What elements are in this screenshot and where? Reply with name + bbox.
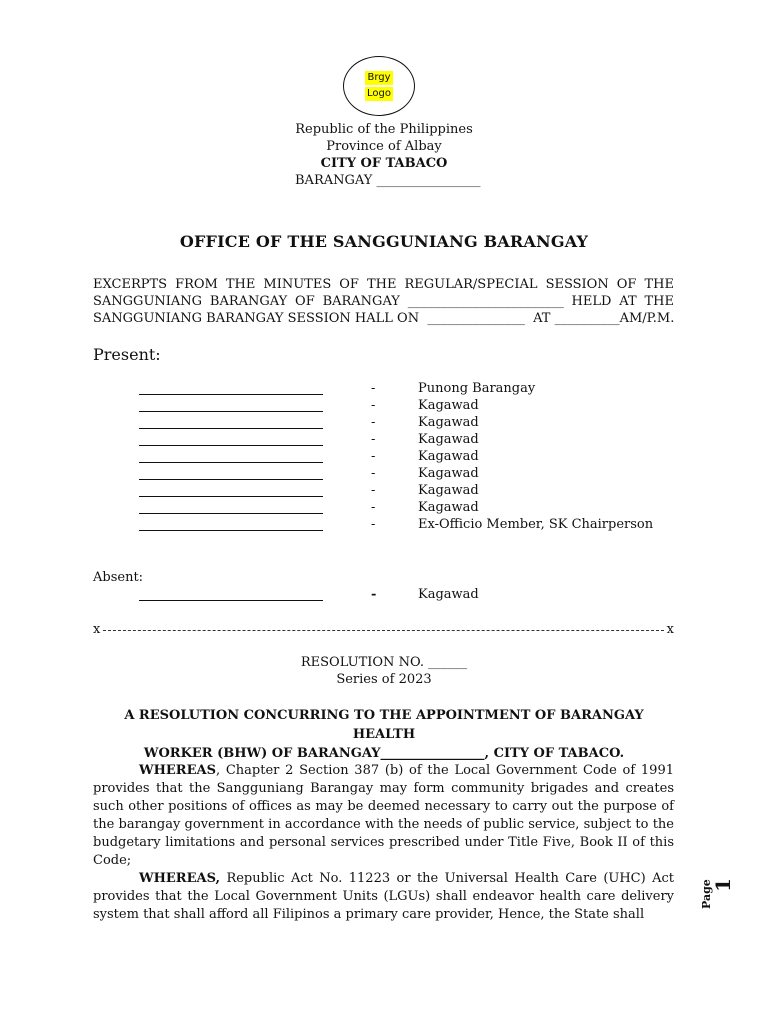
present-roster	[139, 381, 679, 534]
name-blank-line	[139, 428, 323, 429]
member-role: Kagawad	[418, 449, 479, 464]
name-blank-line	[139, 411, 323, 412]
present-row	[139, 415, 679, 432]
logo-text-line2: Logo	[367, 88, 391, 99]
separator-left-mark: x	[93, 622, 101, 637]
row-dash: -	[371, 449, 376, 464]
member-role: Kagawad	[418, 466, 479, 481]
excerpt-line-2	[93, 293, 674, 310]
page-number: 1	[710, 878, 735, 892]
name-blank-line	[139, 445, 323, 446]
header-city: CITY OF TABACO	[320, 156, 448, 171]
present-label: Present:	[93, 345, 161, 364]
name-blank-line	[139, 600, 323, 601]
page-number-mark	[700, 873, 744, 933]
absent-row	[139, 587, 679, 604]
excerpt-line-1	[93, 276, 674, 293]
row-dash: -	[371, 483, 376, 498]
present-row	[139, 466, 679, 483]
absent-roster	[139, 587, 679, 604]
row-dash: -	[371, 398, 376, 413]
name-blank-line	[139, 496, 323, 497]
present-row	[139, 500, 679, 517]
present-row	[139, 432, 679, 449]
resolution-title	[100, 706, 668, 763]
present-row	[139, 381, 679, 398]
header-province: Province of Albay	[326, 139, 442, 154]
excerpt-word: OF	[616, 277, 637, 292]
resolution-title-line1: A RESOLUTION CONCURRING TO THE APPOINTMENT OF BARANGAY HEALTH	[124, 708, 644, 742]
member-role: Kagawad	[418, 500, 479, 515]
whereas-lead: WHEREAS,	[139, 871, 221, 886]
excerpt-blank: ________________________	[407, 294, 564, 309]
excerpt-word: BARANGAY	[209, 294, 288, 309]
row-dash: -	[371, 517, 376, 532]
excerpt-word: SANGGUNIANG	[93, 294, 203, 309]
row-dash: -	[371, 466, 376, 481]
logo-text-line1: Brgy	[367, 72, 391, 83]
row-dash: -	[371, 500, 376, 515]
excerpt-word: MINUTES	[263, 277, 332, 292]
barangay-logo-placeholder	[343, 56, 415, 116]
resolution-title-line2: WORKER (BHW) OF BARANGAY________________, CITY OF TABACO.	[143, 746, 625, 761]
present-row	[139, 483, 679, 500]
present-row	[139, 517, 679, 534]
excerpt-word: THE	[366, 277, 397, 292]
member-role: Kagawad	[418, 398, 479, 413]
excerpt-word: FROM	[175, 277, 218, 292]
resolution-number: RESOLUTION NO. ______	[300, 655, 468, 670]
whereas-clause-1	[93, 762, 674, 870]
member-role: Ex-Officio Member, SK Chairperson	[418, 517, 654, 532]
separator-right-mark: x	[666, 622, 674, 637]
office-title: OFFICE OF THE SANGGUNIANG BARANGAY	[179, 232, 589, 251]
resolution-series: Series of 2023	[336, 672, 432, 687]
name-blank-line	[139, 462, 323, 463]
row-dash: -	[371, 381, 376, 396]
excerpt-word: THE	[225, 277, 256, 292]
member-role: Kagawad	[418, 432, 479, 447]
whereas-clause-2	[93, 870, 674, 924]
whereas-lead: WHEREAS	[139, 763, 216, 778]
excerpt-word: REGULAR/SPECIAL	[404, 277, 538, 292]
minutes-excerpt	[93, 276, 674, 327]
excerpt-word: THE	[644, 277, 674, 292]
row-dash: -	[371, 587, 377, 602]
excerpt-word: SESSION	[545, 277, 609, 292]
row-dash: -	[371, 432, 376, 447]
header-republic: Republic of the Philippines	[295, 122, 473, 137]
present-row	[139, 449, 679, 466]
header-barangay: BARANGAY ________________	[295, 173, 481, 188]
excerpt-word: EXCERPTS	[93, 277, 168, 292]
excerpt-word: HELD	[571, 294, 612, 309]
excerpt-word: BARANGAY	[322, 294, 400, 309]
separator-dashed-rule	[103, 630, 663, 631]
absent-label: Absent:	[93, 570, 144, 585]
excerpt-word: OF	[295, 294, 315, 309]
excerpt-line-3	[93, 310, 674, 327]
excerpt-word: THE	[644, 294, 674, 309]
excerpt-word: OF	[339, 277, 359, 292]
whereas-text: , Chapter 2 Section 387 (b) of the Local Government Code of 1991 provides that the Sangguniang Barangay may form community brigades and creates such other positions of offices as may be deemed necessary to carry out the purpose of the barangay government in accordance with the needs of public service, subject to the budgetary limitations and personal services prescribed under Title Five, Book II of this Code;	[93, 763, 674, 868]
name-blank-line	[139, 530, 323, 531]
member-role: Punong Barangay	[418, 381, 536, 396]
member-role: Kagawad	[418, 483, 479, 498]
row-dash: -	[371, 415, 376, 430]
page-label: Page	[700, 879, 713, 909]
member-role: Kagawad	[418, 587, 479, 602]
resolution-body	[93, 762, 674, 924]
present-row	[139, 398, 679, 415]
excerpt-word: AT	[619, 294, 637, 309]
section-separator	[93, 622, 674, 637]
member-role: Kagawad	[418, 415, 479, 430]
name-blank-line	[139, 394, 323, 395]
excerpt-session-details: SANGGUNIANG BARANGAY SESSION HALL ON _______________ AT __________AM/P.M.	[93, 311, 675, 326]
whereas-text: Republic Act No. 11223 or the Universal Health Care (UHC) Act provides that the Local Government Units (LGUs) shall endeavor health care delivery system that shall afford all Filipinos a primary care provider, Hence, the State shall	[93, 871, 674, 922]
name-blank-line	[139, 513, 323, 514]
name-blank-line	[139, 479, 323, 480]
